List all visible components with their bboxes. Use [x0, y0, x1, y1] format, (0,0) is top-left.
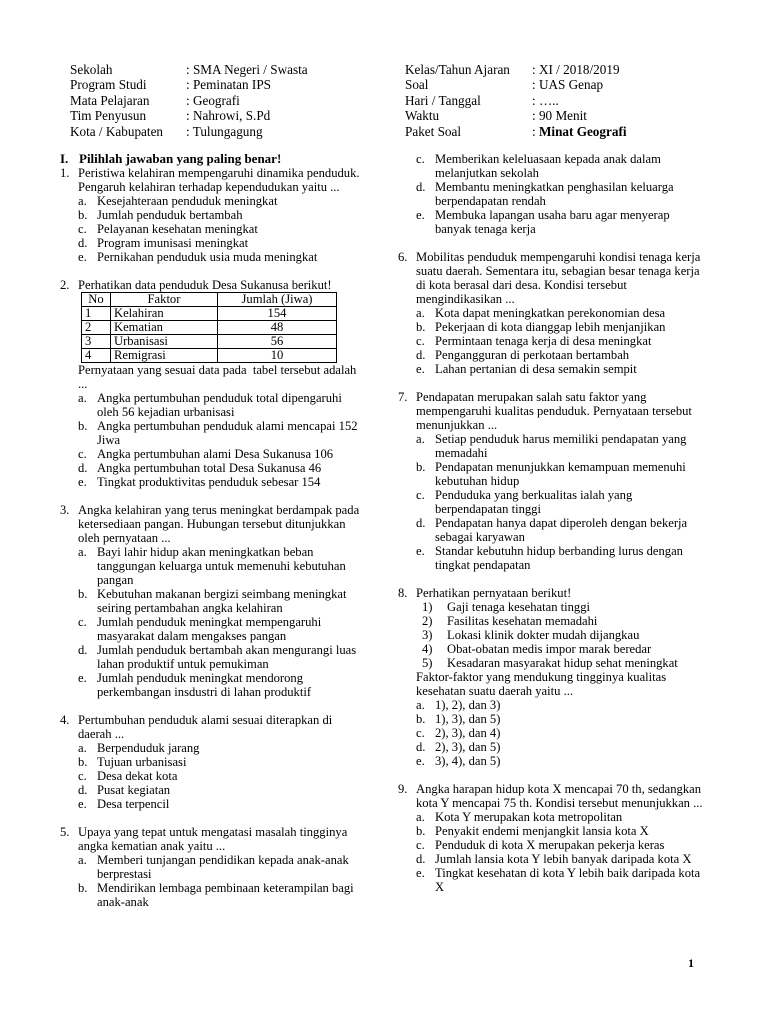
- question-text: Angka kelahiran yang terus meningkat berdampak pada ketersediaan pangan. Hubungan tersebut ditunjukkan oleh pernyataan ...: [78, 503, 360, 545]
- header-row: [405, 93, 627, 108]
- header-label: Hari / Tanggal: [405, 92, 481, 108]
- question-9: [398, 782, 708, 894]
- option: [416, 824, 708, 838]
- option: [416, 432, 708, 460]
- question-text: Perhatikan data penduduk Desa Sukanusa berikut!: [78, 278, 332, 292]
- list-item: [422, 600, 708, 614]
- question-number: 6.: [398, 250, 408, 264]
- option-letter: a.: [416, 306, 425, 320]
- option: [416, 152, 708, 180]
- option-text: Pengangguran di perkotaan bertambah: [435, 348, 630, 362]
- option: [416, 362, 708, 376]
- option-letter: c.: [78, 615, 87, 629]
- table-cell: 48: [218, 321, 337, 335]
- header-label: Kota / Kabupaten: [70, 123, 164, 139]
- option-letter: c.: [416, 334, 425, 348]
- option: [416, 740, 708, 754]
- table-cell: 3: [82, 335, 111, 349]
- option-letter: c.: [416, 488, 425, 502]
- table-row: [82, 307, 337, 321]
- option: [78, 853, 362, 881]
- option: [416, 810, 708, 824]
- option: [416, 712, 708, 726]
- header-value: : UAS Genap: [532, 77, 604, 93]
- header-left: [70, 62, 308, 139]
- table-cell: Kelahiran: [111, 307, 218, 321]
- header-row: [70, 93, 308, 108]
- question-text: Pernyataan yang sesuai data pada tabel tersebut adalah ...: [78, 363, 360, 391]
- option: [78, 475, 362, 489]
- option-letter: e.: [416, 544, 425, 558]
- option-letter: e.: [78, 671, 87, 685]
- option: [78, 208, 362, 222]
- question-number: 8.: [398, 586, 408, 600]
- option-text: Program imunisasi meningkat: [97, 236, 249, 250]
- option: [416, 516, 708, 544]
- option-text: 1), 3), dan 5): [435, 712, 501, 726]
- option-text: Jumlah penduduk meningkat mendorong perkembangan insdustri di lahan produktif: [97, 671, 312, 699]
- question-number: 3.: [60, 503, 70, 517]
- option-text: Angka pertumbuhan alami Desa Sukanusa 106: [97, 447, 334, 461]
- option-text: Pendapatan hanya dapat diperoleh dengan bekerja sebagai karyawan: [435, 516, 688, 544]
- option-letter: c.: [416, 152, 425, 166]
- option-letter: e.: [416, 754, 425, 768]
- option-text: Jumlah penduduk meningkat mempengaruhi masyarakat dalam mengakses pangan: [97, 615, 322, 643]
- header-label: Sekolah: [70, 62, 113, 77]
- option-letter: b.: [78, 208, 88, 222]
- header-label: Program Studi: [70, 77, 147, 93]
- option: [78, 741, 362, 755]
- option: [78, 881, 362, 909]
- option-letter: e.: [416, 208, 425, 222]
- header-value-prefix: :: [532, 123, 539, 139]
- option-text: Pernikahan penduduk usia muda meningkat: [97, 250, 318, 264]
- option-text: Tingkat kesehatan di kota Y lebih baik daripada kota X: [435, 866, 701, 894]
- option-text: Penyakit endemi menjangkit lansia kota X: [435, 824, 649, 838]
- table-cell: Remigrasi: [111, 349, 218, 363]
- table-row: [82, 335, 337, 349]
- option: [416, 180, 708, 208]
- table-header: Jumlah (Jiwa): [218, 293, 337, 307]
- header-value: : …..: [532, 92, 559, 108]
- table-cell: Urbanisasi: [111, 335, 218, 349]
- option-letter: d.: [416, 852, 426, 866]
- list-item: [422, 642, 708, 656]
- option-text: Angka pertumbuhan total Desa Sukanusa 46: [97, 461, 322, 475]
- option-text: Kota dapat meningkatkan perekonomian desa: [435, 306, 666, 320]
- option-text: 1), 2), dan 3): [435, 698, 501, 712]
- option: [416, 306, 708, 320]
- option-text: Membuka lapangan usaha baru agar menyerap banyak tenaga kerja: [435, 208, 670, 236]
- option-text: Angka pertumbuhan penduduk total dipengaruhi oleh 56 kejadian urbanisasi: [97, 391, 342, 419]
- header-value: : Nahrowi, S.Pd: [186, 108, 271, 124]
- table-cell: 154: [218, 307, 337, 321]
- option-letter: b.: [416, 320, 426, 334]
- list-item: [422, 614, 708, 628]
- option-letter: e.: [78, 475, 87, 489]
- option-letter: e.: [78, 250, 87, 264]
- header-row: [405, 108, 627, 123]
- option-letter: d.: [78, 236, 88, 250]
- option-letter: e.: [416, 362, 425, 376]
- option-letter: a.: [78, 545, 87, 559]
- option: [416, 320, 708, 334]
- right-column: [398, 152, 708, 894]
- option-text: Kebutuhan makanan bergizi seimbang meningkat seiring pertambahan angka kelahiran: [97, 587, 347, 615]
- option: [416, 698, 708, 712]
- option: [416, 334, 708, 348]
- question-number: 5.: [60, 825, 70, 839]
- option: [416, 488, 708, 516]
- option: [78, 587, 362, 615]
- option-text: Jumlah penduduk bertambah akan mengurangi luas lahan produktif untuk pemukiman: [97, 643, 357, 671]
- item-text: Lokasi klinik dokter mudah dijangkau: [447, 628, 640, 642]
- header-label: Soal: [405, 77, 429, 93]
- option-text: Permintaan tenaga kerja di desa meningkat: [435, 334, 652, 348]
- option-letter: a.: [78, 741, 87, 755]
- item-text: Fasilitas kesehatan memadahi: [447, 614, 598, 628]
- option-text: Penduduk di kota X merupakan pekerja keras: [435, 838, 665, 852]
- option-text: Memberi tunjangan pendidikan kepada anak-anak berprestasi: [97, 853, 349, 881]
- question-text: Pendapatan merupakan salah satu faktor yang mempengaruhi kualitas penduduk. Pernyataan tersebut menunjukkan ...: [416, 390, 692, 432]
- option-text: Setiap penduduk harus memiliki pendapatan yang memadahi: [435, 432, 687, 460]
- option-letter: e.: [78, 797, 87, 811]
- option-letter: b.: [416, 460, 426, 474]
- option: [78, 615, 362, 643]
- header-right: [405, 62, 627, 139]
- option-text: 2), 3), dan 4): [435, 726, 501, 740]
- option-letter: c.: [416, 838, 425, 852]
- option: [78, 755, 362, 769]
- header-row: [405, 77, 627, 92]
- option-letter: b.: [78, 755, 88, 769]
- section-title: [60, 152, 362, 166]
- header-row: [405, 124, 627, 139]
- header-value: : SMA Negeri / Swasta: [186, 62, 308, 77]
- header-row: [70, 77, 308, 92]
- header-row: [405, 62, 627, 77]
- header-label: Mata Pelajaran: [70, 92, 150, 108]
- option: [78, 797, 362, 811]
- header-row: [70, 124, 308, 139]
- list-item: [422, 656, 708, 670]
- question-number: 1.: [60, 166, 70, 180]
- item-number: 1): [422, 600, 433, 614]
- table-cell: Kematian: [111, 321, 218, 335]
- option-text: Pelayanan kesehatan meningkat: [97, 222, 258, 236]
- question-3: [60, 503, 362, 699]
- section-text: Pilihlah jawaban yang paling benar!: [79, 151, 282, 166]
- header-value: : Tulungagung: [186, 123, 263, 139]
- question-5: [60, 825, 362, 909]
- question-2: [60, 278, 362, 489]
- option-letter: d.: [78, 461, 88, 475]
- option-letter: c.: [78, 447, 87, 461]
- item-text: Gaji tenaga kesehatan tinggi: [447, 600, 591, 614]
- option-text: Tingkat produktivitas penduduk sebesar 154: [97, 475, 321, 489]
- option: [416, 852, 708, 866]
- left-column: [60, 152, 362, 909]
- table-cell: 56: [218, 335, 337, 349]
- question-4: [60, 713, 362, 811]
- option-text: Lahan pertanian di desa semakin sempit: [435, 362, 637, 376]
- section-number: I.: [60, 151, 69, 166]
- table-cell: 10: [218, 349, 337, 363]
- option-letter: d.: [416, 516, 426, 530]
- option-text: Desa dekat kota: [97, 769, 178, 783]
- header-value: : 90 Menit: [532, 108, 587, 124]
- option-text: Pusat kegiatan: [97, 783, 171, 797]
- option-letter: b.: [416, 824, 426, 838]
- option: [416, 726, 708, 740]
- list-item: [422, 628, 708, 642]
- option-letter: a.: [416, 698, 425, 712]
- item-text: Obat-obatan medis impor marak beredar: [447, 642, 652, 656]
- question-text: Mobilitas penduduk mempengaruhi kondisi tenaga kerja suatu daerah. Sementara itu, sebagian besar tenaga kerja di kota berasal dari desa. Kondisi tersebut mengindikasikan ...: [416, 250, 701, 306]
- header-label: Waktu: [405, 108, 440, 124]
- question-7: [398, 390, 708, 572]
- question-8: [398, 586, 708, 768]
- option: [78, 545, 362, 587]
- question-text: Perhatikan pernyataan berikut!: [416, 586, 572, 600]
- question-5-continued: [398, 152, 708, 236]
- question-text: Pertumbuhan penduduk alami sesuai diterapkan di daerah ...: [78, 713, 333, 741]
- option-text: Jumlah penduduk bertambah: [97, 208, 243, 222]
- statement-list: [416, 600, 708, 670]
- option-text: Kota Y merupakan kota metropolitan: [435, 810, 623, 824]
- population-table: [81, 292, 337, 363]
- option-letter: d.: [416, 180, 426, 194]
- option-text: Penduduka yang berkualitas ialah yang berpendapatan tinggi: [435, 488, 633, 516]
- item-number: 5): [422, 656, 433, 670]
- option-text: Berpenduduk jarang: [97, 741, 200, 755]
- question-number: 4.: [60, 713, 70, 727]
- option-text: Mendirikan lembaga pembinaan keterampilan bagi anak-anak: [97, 881, 354, 909]
- option: [78, 236, 362, 250]
- question-text: Faktor-faktor yang mendukung tingginya kualitas kesehatan suatu daerah yaitu ...: [416, 670, 667, 698]
- table-row: [82, 321, 337, 335]
- option: [78, 461, 362, 475]
- option-letter: d.: [78, 643, 88, 657]
- option-text: Pendapatan menunjukkan kemampuan memenuhi kebutuhan hidup: [435, 460, 686, 488]
- option-text: Angka pertumbuhan penduduk alami mencapai 152 Jiwa: [97, 419, 358, 447]
- table-cell: 1: [82, 307, 111, 321]
- option: [78, 769, 362, 783]
- question-text: Peristiwa kelahiran mempengaruhi dinamika penduduk. Pengaruh kelahiran terhadap kependudukan yaitu ...: [78, 166, 360, 194]
- item-text: Kesadaran masyarakat hidup sehat meningkat: [447, 656, 678, 670]
- table-header-row: [82, 293, 337, 307]
- option-letter: c.: [78, 769, 87, 783]
- option-letter: a.: [416, 810, 425, 824]
- option-letter: b.: [78, 419, 88, 433]
- option-text: Jumlah lansia kota Y lebih banyak daripada kota X: [435, 852, 692, 866]
- item-number: 3): [422, 628, 433, 642]
- question-number: 9.: [398, 782, 408, 796]
- option: [416, 866, 708, 894]
- question-number: 2.: [60, 278, 70, 292]
- option: [78, 194, 362, 208]
- option: [416, 838, 708, 852]
- option: [416, 544, 708, 572]
- header-label: Kelas/Tahun Ajaran: [405, 62, 510, 77]
- page-number: 1: [688, 956, 694, 970]
- table-row: [82, 349, 337, 363]
- option-letter: a.: [416, 432, 425, 446]
- header-row: [70, 62, 308, 77]
- header-label: Paket Soal: [405, 123, 462, 139]
- table-cell: 4: [82, 349, 111, 363]
- option-letter: a.: [78, 194, 87, 208]
- header-label: Tim Penyusun: [70, 108, 147, 124]
- option: [78, 447, 362, 461]
- paket-soal-value: Minat Geografi: [538, 123, 627, 139]
- option-letter: d.: [416, 348, 426, 362]
- option: [416, 460, 708, 488]
- option-text: Desa terpencil: [97, 797, 170, 811]
- header-row: [70, 108, 308, 123]
- option-letter: d.: [78, 783, 88, 797]
- option-letter: a.: [78, 391, 87, 405]
- header-value: : Geografi: [186, 92, 240, 108]
- table-cell: 2: [82, 321, 111, 335]
- item-number: 4): [422, 642, 433, 656]
- option-text: Tujuan urbanisasi: [97, 755, 187, 769]
- option-text: Membantu meningkatkan penghasilan keluarga berpendapatan rendah: [435, 180, 674, 208]
- option-letter: b.: [78, 587, 88, 601]
- question-1: [60, 166, 362, 264]
- option-text: Memberikan keleluasaan kepada anak dalam melanjutkan sekolah: [435, 152, 661, 180]
- question-text: Angka harapan hidup kota X mencapai 70 th, sedangkan kota Y mencapai 75 th. Kondisi tersebut menunjukkan ...: [416, 782, 703, 810]
- option: [416, 754, 708, 768]
- table-header: No: [82, 293, 111, 307]
- option-text: Pekerjaan di kota dianggap lebih menjanjikan: [435, 320, 666, 334]
- option: [78, 671, 362, 699]
- option: [416, 208, 708, 236]
- header-value: : XI / 2018/2019: [532, 62, 620, 77]
- option-text: Bayi lahir hidup akan meningkatkan beban tanggungan keluarga untuk memenuhi kebutuhan pangan: [97, 545, 346, 587]
- table-header: Faktor: [111, 293, 218, 307]
- option: [416, 348, 708, 362]
- option: [78, 419, 362, 447]
- option: [78, 250, 362, 264]
- option-letter: e.: [416, 866, 425, 880]
- header-value: : Peminatan IPS: [186, 77, 271, 93]
- question-number: 7.: [398, 390, 408, 404]
- option-text: 3), 4), dan 5): [435, 754, 501, 768]
- option-text: 2), 3), dan 5): [435, 740, 501, 754]
- option-letter: c.: [416, 726, 425, 740]
- option-letter: a.: [78, 853, 87, 867]
- question-text: Upaya yang tepat untuk mengatasi masalah tingginya angka kematian anak yaitu ...: [78, 825, 348, 853]
- option: [78, 783, 362, 797]
- option-letter: b.: [416, 712, 426, 726]
- option: [78, 391, 362, 419]
- option-letter: d.: [416, 740, 426, 754]
- item-number: 2): [422, 614, 433, 628]
- option-letter: b.: [78, 881, 88, 895]
- option-text: Kesejahteraan penduduk meningkat: [97, 194, 278, 208]
- option: [78, 643, 362, 671]
- option: [78, 222, 362, 236]
- option-letter: c.: [78, 222, 87, 236]
- option-text: Standar kebutuhn hidup berbanding lurus dengan tingkat pendapatan: [435, 544, 683, 572]
- question-6: [398, 250, 708, 376]
